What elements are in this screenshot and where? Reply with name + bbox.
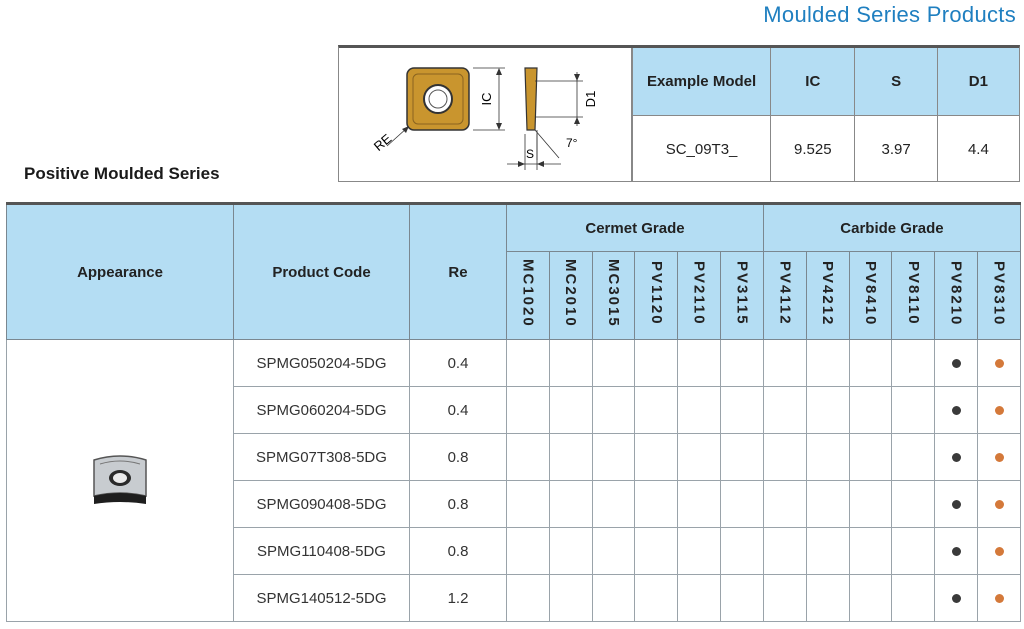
grade-cell-pv8210 <box>935 481 978 528</box>
grade-cell-mc3015 <box>592 575 635 622</box>
grade-header-pv2110 <box>678 252 721 340</box>
example-s-header: S <box>855 48 937 116</box>
grade-cell-mc3015 <box>592 340 635 387</box>
re-cell: 0.8 <box>410 528 507 575</box>
grade-cell-pv8310 <box>978 434 1021 481</box>
grade-cell-pv1120 <box>635 340 678 387</box>
grade-cell-mc2010 <box>549 575 592 622</box>
grade-cell-pv8410 <box>849 387 892 434</box>
grade-cell-mc2010 <box>549 434 592 481</box>
grade-cell-pv8210 <box>935 528 978 575</box>
grade-cell-pv1120 <box>635 434 678 481</box>
grade-cell-mc1020 <box>507 481 550 528</box>
example-header-row <box>633 48 1020 116</box>
grade-cell-pv8210 <box>935 387 978 434</box>
grade-header-pv8310 <box>978 252 1021 340</box>
grade-cell-pv8110 <box>892 340 935 387</box>
grade-cell-pv1120 <box>635 481 678 528</box>
availability-dot-dark <box>952 359 961 368</box>
example-s-value: 3.97 <box>855 116 937 183</box>
grade-cell-pv8410 <box>849 340 892 387</box>
product-code-cell: SPMG090408-5DG <box>234 481 410 528</box>
grade-cell-pv8210 <box>935 575 978 622</box>
availability-dot-dark <box>952 453 961 462</box>
example-d1-header: D1 <box>937 48 1019 116</box>
grade-cell-pv8410 <box>849 481 892 528</box>
grade-cell-mc1020 <box>507 340 550 387</box>
grade-cell-pv4212 <box>806 340 849 387</box>
grade-cell-pv2110 <box>678 340 721 387</box>
grade-cell-pv4212 <box>806 387 849 434</box>
insert-hole-inner <box>429 90 447 108</box>
grade-cell-pv2110 <box>678 434 721 481</box>
grade-cell-pv3115 <box>721 340 764 387</box>
grade-cell-mc3015 <box>592 434 635 481</box>
insert-side-view <box>525 68 537 130</box>
availability-dot-orange <box>995 359 1004 368</box>
grade-cell-mc2010 <box>549 387 592 434</box>
grade-header-mc2010 <box>549 252 592 340</box>
grade-cell-pv8310 <box>978 387 1021 434</box>
grade-label: MC3015 <box>605 259 623 328</box>
grade-cell-pv4212 <box>806 575 849 622</box>
grade-cell-pv2110 <box>678 481 721 528</box>
grade-label: MC2010 <box>562 259 580 328</box>
grade-cell-mc1020 <box>507 434 550 481</box>
grade-cell-pv3115 <box>721 481 764 528</box>
grade-cell-pv8110 <box>892 481 935 528</box>
grade-header-pv4112 <box>763 252 806 340</box>
availability-dot-orange <box>995 594 1004 603</box>
grade-cell-mc3015 <box>592 387 635 434</box>
carbide-grade-header: Carbide Grade <box>763 204 1020 252</box>
insert-dimension-drawing <box>339 48 631 181</box>
grade-cell-pv3115 <box>721 387 764 434</box>
grade-label: PV8210 <box>947 260 965 327</box>
cermet-grade-header: Cermet Grade <box>507 204 764 252</box>
example-value-row <box>633 116 1020 183</box>
d1-label: D1 <box>583 90 598 108</box>
availability-dot-orange <box>995 406 1004 415</box>
grade-header-pv8110 <box>892 252 935 340</box>
grade-header-pv4212 <box>806 252 849 340</box>
grade-header-pv1120 <box>635 252 678 340</box>
availability-dot-orange <box>995 547 1004 556</box>
grade-cell-mc1020 <box>507 387 550 434</box>
grade-cell-pv8310 <box>978 481 1021 528</box>
example-table <box>632 48 1019 182</box>
re-label: RE <box>370 130 395 154</box>
product-code-cell: SPMG140512-5DG <box>234 575 410 622</box>
grade-cell-pv4112 <box>763 481 806 528</box>
grade-cell-pv8410 <box>849 434 892 481</box>
grade-cell-pv8110 <box>892 434 935 481</box>
availability-dot-dark <box>952 406 961 415</box>
example-box <box>338 45 1020 182</box>
insert-photo <box>88 450 152 508</box>
page-title: Moulded Series Products <box>763 2 1016 27</box>
product-code-cell: SPMG050204-5DG <box>234 340 410 387</box>
availability-dot-orange <box>995 453 1004 462</box>
grade-cell-mc2010 <box>549 340 592 387</box>
grade-cell-pv2110 <box>678 387 721 434</box>
grade-label: PV1120 <box>647 261 665 326</box>
angle-label: 7° <box>566 136 578 150</box>
grade-cell-pv4112 <box>763 340 806 387</box>
product-code-cell: SPMG07T308-5DG <box>234 434 410 481</box>
example-model-header: Example Model <box>633 48 771 116</box>
grade-cell-pv8310 <box>978 340 1021 387</box>
grade-cell-pv8110 <box>892 528 935 575</box>
re-cell: 0.4 <box>410 340 507 387</box>
grade-cell-pv1120 <box>635 575 678 622</box>
example-ic-value: 9.525 <box>771 116 855 183</box>
grade-cell-pv4112 <box>763 575 806 622</box>
product-code-cell: SPMG110408-5DG <box>234 528 410 575</box>
example-model-value: SC_09T3_ <box>633 116 771 183</box>
section-title: Positive Moulded Series <box>24 164 220 183</box>
re-cell: 1.2 <box>410 575 507 622</box>
ic-label: IC <box>479 92 494 106</box>
grade-cell-pv1120 <box>635 387 678 434</box>
grade-cell-mc2010 <box>549 481 592 528</box>
grade-cell-pv8410 <box>849 575 892 622</box>
example-ic-header: IC <box>771 48 855 116</box>
grade-cell-mc3015 <box>592 481 635 528</box>
grade-cell-pv4112 <box>763 387 806 434</box>
grade-label: PV8310 <box>990 260 1008 327</box>
grade-header-mc3015 <box>592 252 635 340</box>
availability-dot-orange <box>995 500 1004 509</box>
grade-label: PV8410 <box>862 260 880 327</box>
appearance-header: Appearance <box>7 204 234 340</box>
availability-dot-dark <box>952 500 961 509</box>
grade-label: PV2110 <box>690 261 708 326</box>
availability-dot-dark <box>952 547 961 556</box>
product-table-body <box>7 340 1021 622</box>
grade-cell-pv4112 <box>763 528 806 575</box>
table-row <box>7 340 1021 387</box>
product-code-header: Product Code <box>234 204 410 340</box>
grade-label: PV4212 <box>819 260 837 327</box>
grade-header-pv8410 <box>849 252 892 340</box>
grade-cell-pv8110 <box>892 387 935 434</box>
product-code-cell: SPMG060204-5DG <box>234 387 410 434</box>
grade-cell-pv2110 <box>678 575 721 622</box>
grade-cell-pv3115 <box>721 575 764 622</box>
grade-cell-pv2110 <box>678 528 721 575</box>
grade-cell-pv8310 <box>978 528 1021 575</box>
re-header: Re <box>410 204 507 340</box>
grade-cell-pv8310 <box>978 575 1021 622</box>
grade-cell-pv4212 <box>806 434 849 481</box>
grade-cell-pv8110 <box>892 575 935 622</box>
grade-cell-pv4112 <box>763 434 806 481</box>
grade-label: PV4112 <box>776 261 794 326</box>
grade-cell-pv1120 <box>635 528 678 575</box>
availability-dot-dark <box>952 594 961 603</box>
grade-cell-pv8210 <box>935 434 978 481</box>
re-cell: 0.8 <box>410 434 507 481</box>
insert-diagram <box>339 48 632 181</box>
grade-label: MC1020 <box>519 259 537 328</box>
grade-cell-pv4212 <box>806 481 849 528</box>
grade-cell-mc1020 <box>507 528 550 575</box>
grade-cell-mc1020 <box>507 575 550 622</box>
grade-header-pv8210 <box>935 252 978 340</box>
grade-cell-pv4212 <box>806 528 849 575</box>
s-label: S <box>526 147 535 161</box>
grade-label: PV3115 <box>733 261 751 326</box>
grade-header-mc1020 <box>507 252 550 340</box>
grade-cell-mc3015 <box>592 528 635 575</box>
re-cell: 0.4 <box>410 387 507 434</box>
grade-cell-pv3115 <box>721 528 764 575</box>
grade-cell-pv3115 <box>721 434 764 481</box>
grade-cell-pv8410 <box>849 528 892 575</box>
appearance-cell <box>7 340 234 622</box>
grade-cell-mc2010 <box>549 528 592 575</box>
grade-header-pv3115 <box>721 252 764 340</box>
example-d1-value: 4.4 <box>937 116 1019 183</box>
grade-label: PV8110 <box>904 261 922 326</box>
grade-cell-pv8210 <box>935 340 978 387</box>
re-cell: 0.8 <box>410 481 507 528</box>
product-table <box>6 202 1021 622</box>
